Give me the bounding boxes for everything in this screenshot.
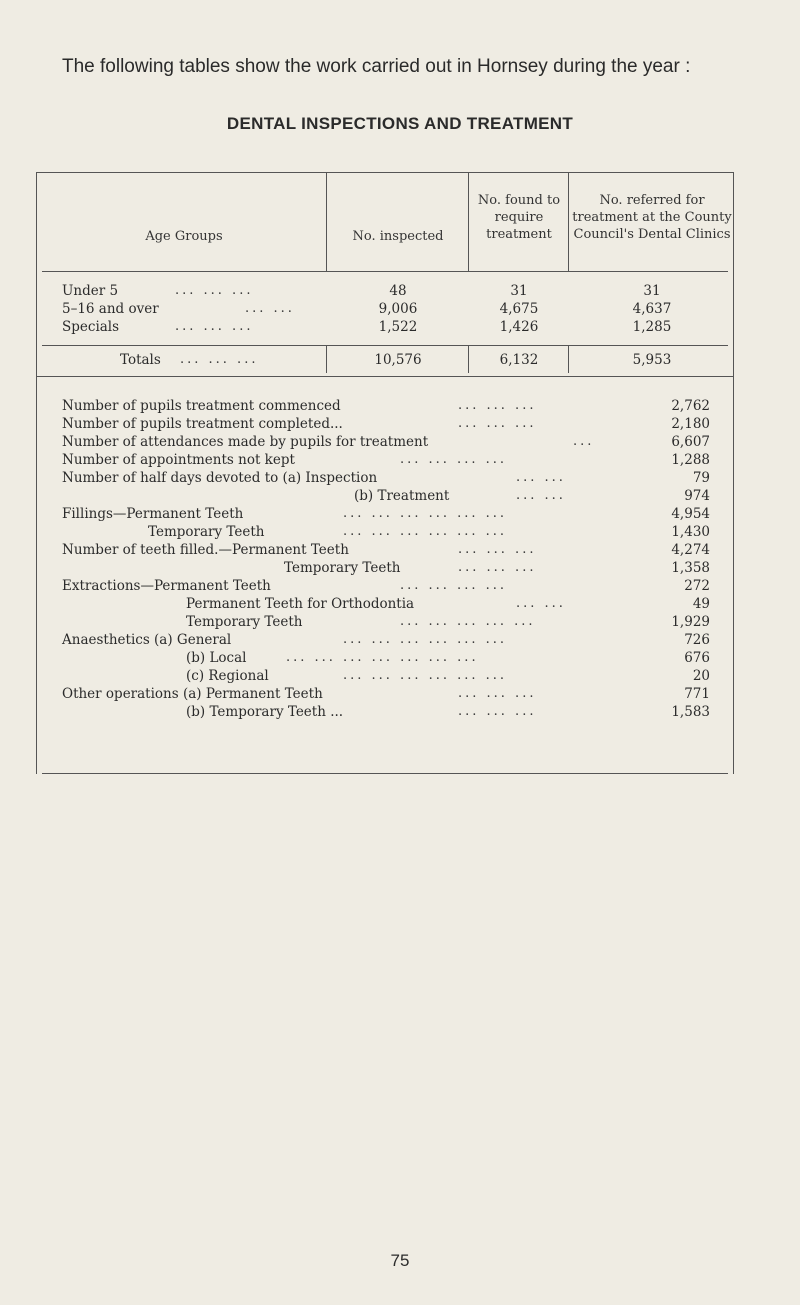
header-age-groups: Age Groups bbox=[145, 229, 223, 244]
col-divider-3 bbox=[568, 172, 569, 272]
stat-row bbox=[0, 578, 800, 596]
stat-row bbox=[0, 668, 800, 686]
stat-label: Temporary Teeth bbox=[284, 560, 401, 576]
stat-row bbox=[0, 704, 800, 722]
leader-dots: ... ... bbox=[516, 488, 566, 503]
stat-label: Number of half days devoted to (a) Inspection bbox=[62, 470, 378, 486]
row-label: Specials bbox=[62, 319, 120, 335]
leader-dots: ... ... ... bbox=[458, 416, 537, 431]
stat-value: 771 bbox=[684, 686, 710, 702]
stat-value: 1,430 bbox=[671, 524, 710, 540]
page-number: 75 bbox=[390, 1251, 410, 1270]
leader-dots: ... ... ... ... ... ... bbox=[343, 632, 508, 647]
stat-value: 726 bbox=[684, 632, 710, 648]
col-divider-2 bbox=[468, 172, 469, 272]
stat-value: 4,274 bbox=[671, 542, 710, 558]
leader-dots: ... bbox=[573, 434, 595, 449]
leader-dots: ... ... ... bbox=[458, 398, 537, 413]
table-bottom-rule bbox=[36, 376, 734, 377]
stat-value: 2,180 bbox=[671, 416, 710, 432]
table-right-rule bbox=[733, 172, 734, 376]
leader-dots: ... ... bbox=[245, 301, 295, 316]
referred-value: 4,637 bbox=[632, 301, 672, 317]
stat-row bbox=[0, 416, 800, 434]
require-value: 1,426 bbox=[499, 319, 539, 335]
intro-text: The following tables show the work carried out in Hornsey during the year : bbox=[62, 56, 691, 77]
stat-row bbox=[0, 650, 800, 668]
stat-row bbox=[0, 632, 800, 650]
referred-value: 1,285 bbox=[632, 319, 672, 335]
stat-label: Number of attendances made by pupils for treatment bbox=[62, 434, 429, 450]
stat-label: Extractions—Permanent Teeth bbox=[62, 578, 271, 594]
stat-value: 20 bbox=[692, 668, 710, 684]
table-left-rule bbox=[36, 172, 37, 376]
stat-label: Other operations (a) Permanent Teeth bbox=[62, 686, 323, 702]
header-rule bbox=[42, 271, 728, 272]
stat-row bbox=[0, 434, 800, 452]
stat-value: 4,954 bbox=[671, 506, 710, 522]
stat-row bbox=[0, 686, 800, 704]
stat-row bbox=[0, 506, 800, 524]
stats-bottom-rule bbox=[42, 773, 728, 774]
stat-label: Temporary Teeth bbox=[148, 524, 265, 540]
row-label: 5–16 and over bbox=[62, 301, 159, 317]
leader-dots: ... ... ... ... ... ... bbox=[343, 506, 508, 521]
stat-label: Permanent Teeth for Orthodontia bbox=[186, 596, 415, 612]
leader-dots: ... ... ... ... bbox=[400, 578, 507, 593]
stat-label: (b) Treatment bbox=[354, 488, 450, 504]
leader-dots: ... ... ... bbox=[458, 542, 537, 557]
leader-dots: ... ... ... ... ... ... ... bbox=[286, 650, 479, 665]
leader-dots: ... ... ... ... bbox=[400, 452, 507, 467]
stat-value: 676 bbox=[684, 650, 710, 666]
leader-dots: ... ... ... ... ... ... bbox=[343, 668, 508, 683]
leader-dots: ... ... ... bbox=[175, 283, 254, 298]
stat-label: Number of teeth filled.—Permanent Teeth bbox=[62, 542, 349, 558]
require-value: 4,675 bbox=[499, 301, 539, 317]
totals-rule bbox=[42, 345, 728, 346]
header-inspected: No. inspected bbox=[352, 229, 444, 244]
stat-label: Temporary Teeth bbox=[186, 614, 303, 630]
stat-row bbox=[0, 452, 800, 470]
leader-dots: ... ... ... bbox=[458, 686, 537, 701]
stat-value: 49 bbox=[692, 596, 710, 612]
stat-label: Anaesthetics (a) General bbox=[62, 632, 232, 648]
stat-value: 974 bbox=[684, 488, 710, 504]
header-require: No. found to require treatment bbox=[477, 193, 561, 242]
leader-dots: ... ... ... ... ... bbox=[400, 614, 536, 629]
stat-label: (c) Regional bbox=[186, 668, 269, 684]
stat-row bbox=[0, 542, 800, 560]
stat-row bbox=[0, 524, 800, 542]
stat-value: 1,583 bbox=[671, 704, 710, 720]
stat-row bbox=[0, 596, 800, 614]
stat-label: (b) Temporary Teeth ... bbox=[186, 704, 344, 720]
leader-dots: ... ... ... bbox=[175, 319, 254, 334]
stat-value: 79 bbox=[692, 470, 710, 486]
stat-value: 1,929 bbox=[671, 614, 710, 630]
stat-value: 272 bbox=[684, 578, 710, 594]
totals-label: Totals bbox=[120, 352, 161, 368]
col-divider-1 bbox=[326, 172, 327, 272]
stat-value: 2,762 bbox=[671, 398, 710, 414]
table-top-rule bbox=[36, 172, 734, 173]
totals-inspected: 10,576 bbox=[374, 352, 422, 368]
totals-divider-2 bbox=[468, 345, 469, 373]
inspected-value: 9,006 bbox=[378, 301, 418, 317]
stat-value: 1,288 bbox=[671, 452, 710, 468]
inspected-value: 1,522 bbox=[378, 319, 418, 335]
page-title: DENTAL INSPECTIONS AND TREATMENT bbox=[226, 114, 574, 133]
header-referred: No. referred for treatment at the County Council's Dental Clinics bbox=[572, 193, 732, 242]
row-label: Under 5 bbox=[62, 283, 119, 299]
totals-divider-1 bbox=[326, 345, 327, 373]
inspected-value: 48 bbox=[389, 283, 407, 299]
stat-label: Fillings—Permanent Teeth bbox=[62, 506, 244, 522]
leader-dots: ... ... ... bbox=[180, 352, 259, 367]
require-value: 31 bbox=[510, 283, 528, 299]
totals-divider-3 bbox=[568, 345, 569, 373]
stat-row bbox=[0, 470, 800, 488]
stat-value: 6,607 bbox=[671, 434, 710, 450]
stat-label: (b) Local bbox=[186, 650, 247, 666]
stat-label: Number of appointments not kept bbox=[62, 452, 295, 468]
stat-label: Number of pupils treatment commenced bbox=[62, 398, 341, 414]
leader-dots: ... ... ... bbox=[458, 560, 537, 575]
referred-value: 31 bbox=[643, 283, 661, 299]
stat-row bbox=[0, 614, 800, 632]
stat-row bbox=[0, 560, 800, 578]
leader-dots: ... ... bbox=[516, 470, 566, 485]
stat-label: Number of pupils treatment completed... bbox=[62, 416, 343, 432]
totals-require: 6,132 bbox=[499, 352, 539, 368]
stat-value: 1,358 bbox=[671, 560, 710, 576]
totals-referred: 5,953 bbox=[632, 352, 672, 368]
stat-row bbox=[0, 488, 800, 506]
stat-row bbox=[0, 398, 800, 416]
leader-dots: ... ... ... bbox=[458, 704, 537, 719]
leader-dots: ... ... bbox=[516, 596, 566, 611]
leader-dots: ... ... ... ... ... ... bbox=[343, 524, 508, 539]
